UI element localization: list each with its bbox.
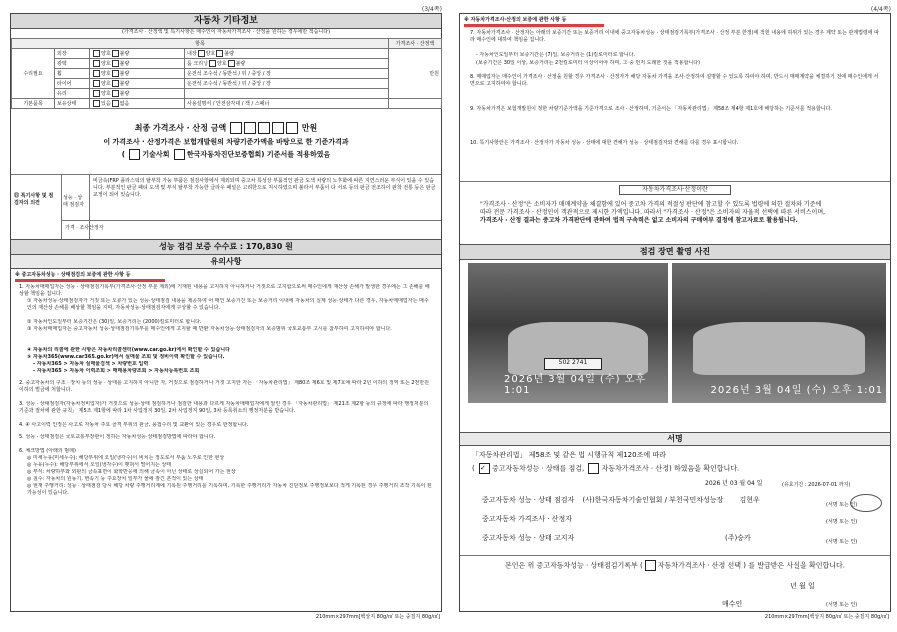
list-item: 3. 성능 · 상태점검자(자동차정비업자)가 거짓으로 성능·상태 점검하거나 점검한 내용과 다르게 자동차매매업자에게 알린 경우 「자동차관리법」 제21조 제2항 등의 규정에 따라 행정처분의 기준과 절차에 관한 규칙」 제5조 제1항에 따라 1차 사업정지 30일, 2차 사업정지 90일, 3차 등록취소의 행정처분을 받습니다. (19, 401, 429, 414)
buyer-label: 매수인 (722, 600, 743, 608)
checkbox-checked[interactable]: ✓ (479, 463, 490, 474)
photo-timestamp: 2026년 3월 04일 (수) 오후 1:01 (710, 385, 884, 396)
row-name: 광택 (55, 59, 90, 69)
total-price-line: 최종 가격조사 · 산정 금액 만원 (134, 123, 318, 133)
checkbox[interactable] (209, 60, 216, 67)
fee-line: 성능 점검 보증 수수료 : 170,830 원 (11, 239, 441, 255)
ymd: 년 월 일 (790, 582, 815, 590)
section-header: ※ 자동차가격조사·산정의 보증에 관한 사항 등 (464, 17, 567, 23)
checkbox[interactable] (198, 50, 205, 57)
digit-box[interactable] (272, 122, 284, 134)
sign-name: (주)승카 (725, 534, 751, 542)
list-item: 7. 자동차가격조사 · 산정자는 아래의 보증기간 또는 보증거리 이내에 중고자동차성능 · 상태점검기록부(가격조사 · 산정 부분 한정)에 적힌 내용에 허위가 있는 경우 계약 또는 관계법령에 따라 매수인에 대하여 책임을 집니다. (470, 30, 880, 43)
sign-note: (서명 또는 인) (826, 519, 858, 525)
row-name: 외장 (55, 49, 90, 59)
sign-row: 중고자동차 성능 · 상태 점검자 (사)한국자동차기술인협회 / 부천국민차성능장 김현우 (482, 496, 760, 504)
checkbox[interactable] (112, 100, 119, 107)
meaning-title: 자동차가격조사·산정이란 (619, 185, 731, 195)
list-item: 9. 자동차가격은 보험개발원이 정한 차량기준가액을 기준가격으로 조사 · 산정하며, 기준서는 「자동차관리법」 제58조 제4항 제1호에 해당하는 기준서를 적용합니다. (470, 106, 832, 112)
guarantee-list (470, 30, 882, 150)
notice-line-2: ( 기술사회 한국자동차진단보증협회) 기준서를 적용하였음 (121, 150, 331, 159)
repair-label: 수리필요 (12, 49, 55, 99)
list-item: 8. 매매업자는 매수인이 가격조사 · 산정을 원할 경우 가격조사 · 산정자가 해당 자동차 가격을 조사·산정하여 설명할 수 있도록 하여야 하며, 반드시 매매계약을 체결하기 전에 매수인에게 서면으로 고지하여야 합니다. (470, 74, 879, 87)
notice-line-1: 이 가격조사 · 산정가격은 보험개발원의 차량기준가액을 바탕으로 한 기준가격과 (103, 138, 349, 146)
list-item: ④ 자동차의 리콜에 관한 사항은 자동차리콜센터(www.car.go.kr)에서 확인할 수 있습니다 (27, 347, 230, 353)
buyer-note: (서명 또는 인) (826, 602, 858, 608)
date: 2026 년 03 월 04 일 (705, 480, 763, 487)
list-item: 4. ④ 사고이력 인정은 사고로 자동차 주요 골격 부위의 판금, 용접수리 및 교환이 있는 경우로 한정합니다. (19, 422, 249, 428)
page-4 (455, 0, 895, 632)
list-item: - 자동차인도일부터 보증기간은 (7)일, 보증거리는 (1)킬로미터로 합니다. (476, 52, 636, 58)
paper-spec: 210mm×297mm[백상지 80g/㎡ 또는 중질지 80g/㎡] (764, 614, 889, 620)
page-3 (6, 0, 446, 632)
checkbox[interactable] (93, 60, 100, 67)
checkbox[interactable] (93, 90, 100, 97)
inspection-photo-side (672, 263, 886, 403)
caution-subtitle: ※ 중고자동차성능 · 상태점검의 보증에 관한 사항 등 (15, 272, 131, 278)
caution-list (19, 284, 433, 497)
right-frame (459, 13, 891, 612)
section-subtitle: (가격조사 · 산정액 및 특기사항은 매수인이 자동차가격조사 · 산정을 원하는 경우에만 적습니다) (121, 29, 331, 35)
checkbox[interactable] (112, 80, 119, 87)
row-name: 휠 (55, 69, 90, 79)
digit-box[interactable] (244, 122, 256, 134)
inspection-photo-front (468, 263, 668, 403)
list-item: ③ 자동차매매업자는 중고자동차 성능·상태점검기록부를 매수인에게 고지할 때 반환 자동차성능·상태점검자의 보증범위 국토교통부 고시를 참부하여 고지하여야 합니다. (27, 326, 392, 332)
checkbox[interactable] (93, 100, 100, 107)
digit-box[interactable] (286, 122, 298, 134)
list-item: ◎ 미세누유(미세누수): 해당부위에 오일(냉각수)이 비치는 정도로서 부품 노후로 인한 현상 (27, 455, 225, 461)
paper-spec: 210mm×297mm[백상지 80g/㎡ 또는 중질지 80g/㎡] (315, 614, 440, 620)
sign-note: (서명 또는 인) (826, 502, 858, 508)
law-line: 「자동차관리법」 제58조 및 같은 법 시행규칙 제120조에 따라 (472, 451, 666, 459)
checkbox[interactable] (93, 70, 100, 77)
photo-title: 점검 장면 촬영 사진 (460, 245, 890, 260)
row-name: 보유상태 (55, 99, 90, 109)
confirm-line: 본인은 위 중고자동차성능 · 상태점검기록부 ( 자동차가격조사 · 산정 선택 ) 를 발급받은 사실을 확인합니다. (460, 555, 890, 571)
won-label: 만원 (389, 49, 442, 99)
list-item: ① 자동차성능·상태점검자가 거짓 또는 오류가 있는 성능·상태점검 내용을 제공하여 어 매인 보증기간 또는 보증거리 이내에 자동차의 실제 성능·상태가 다른 경우, 자동차매매업자는 매수인의 재산상 손해를 배상할 책임을 지며, 자동차성능·상태점검자에게 구상할 수 있습니다. (27, 298, 429, 311)
sign-row: 중고자동차 성능 · 상태 고지자 (482, 534, 575, 542)
checkbox[interactable] (588, 463, 599, 474)
list-item: 2. 중고자동차의 구조 · 장치 등의 성능 · 상태를 고지하지 아니한 자, 거짓으로 점검하거나 거짓 고지한 자는 「자동차관리법」 제80조 제6호 및 제7호에 따라 2년 이하의 징역 또는 2천만원 이하의 벌금에 처합니다. (19, 380, 429, 393)
basic-items: 사용설명서 / 안전삼각대 / 잭 / 스패너 (185, 99, 389, 109)
list-item: 1. 자동차매매업자는 성능 · 상태점검기록부(가격조사·산정 부분 제외)에 기재된 내용을 고지하지 아니하거나 거짓으로 고지함으로써 매수인에게 재산상 손해가 발생한 경우에는 그 손해를 배상할 책임을 집니다. (19, 284, 430, 297)
law-line-2: ( ✓ 중고자동차성능 · 상태를 점검, 자동차가격조사 · 산정) 하였음을 확인합니다. (472, 464, 740, 473)
highlight-bar (464, 24, 604, 27)
price-header: 가격조사 · 산정액 (389, 39, 442, 49)
photo-section (460, 244, 890, 425)
price-assessor: 가격 · 조사산정자 (61, 220, 441, 247)
digit-box[interactable] (258, 122, 270, 134)
checkbox[interactable] (174, 149, 185, 160)
list-item: 10. 특기사항란은 가격조사 · 산정자가 자동차 성능 · 상태에 대한 견해가 성능 · 상태점검자와 견해를 다를 경우 표시합니다. (470, 140, 739, 146)
left-frame (10, 13, 442, 612)
checkbox[interactable] (112, 60, 119, 67)
list-item: - 자동차365 > 자동차 이력조회 > 매매용차량조회 > 자동차등록번호 조회 (33, 368, 200, 374)
checkbox[interactable] (93, 80, 100, 87)
meaning-box (460, 181, 890, 225)
checkbox[interactable] (129, 149, 140, 160)
list-item: ◎ 부식: 차량하부와 외판의 금속표면이 화학반응에 의해 금속이 아닌 상태로 상실되어 가는 현상 (27, 469, 236, 475)
checkbox[interactable] (112, 50, 119, 57)
row-name: 유리 (55, 89, 90, 99)
list-item: 6. 체크방법 (아래의 범례) (19, 448, 76, 454)
list-item: ② 자동차인도일부터 보증기간은 (30)일, 보증거리는 (2000)킬로미터로 합니다. (27, 319, 202, 325)
basic-label: 기본품목 (12, 99, 55, 109)
checkbox[interactable] (112, 90, 119, 97)
sign-note: (서명 또는 인) (826, 539, 858, 545)
list-item: ◎ 현재 주행거리: 성능 · 상태점검 당시 해당 차량 주행거리계에 기록된 주행거리를 기록하며, 기록한 주행거리가 자동차 진단정보 주행정보보다 적게 기록된 경우 주행거리 조작 기록이 된 가능성이 있습니다. (27, 483, 432, 496)
section-title: 자동차 기타정보 (11, 14, 441, 29)
highlight-bar (15, 279, 165, 282)
meaning-text: "가격조사 · 산정"은 소비자가 매매계약을 체결함에 있어 중고차 가격의 적절성 판단에 참고할 수 있도록 법령에 의한 절차와 기준에 따라 전문 가격조사 · 산정인이 객관적으로 제시한 가액입니다. 따라서 "가격조사 · 산정"은 소비자의 자율적 선택에 따른 서비스이며, 가격조사 · 산정 결과는 중고차 가격판단에 관하여 법적 구속력은 없고 소비자의 구매여부 결정에 참고자료로 활용됩니다. (480, 201, 826, 224)
item-header: 항목 (12, 39, 389, 49)
special-text: 비금속(FRP 플라스틱의 탈부착 가능 부품은 점검사항에서 제외되며 중고차 특성상 부품적인 판금 도색 차량의 노후화에 따른 지연스러운 부식이 있을 수 있습니다. 부분적인 판금 패티 도색 및 부식 탈부착 가능한 글라우 패널은 고려한으로 지시하였으며 불라서 부품이 다 서로 등의 판금 전조하이 판착 전통 등은 판금 교정이 되어 있습니다. (89, 174, 441, 225)
list-item: 5. 성능 · 상태점검은 국토교통부장관이 정하는 자동차성능·상태점검방법에 따라야 합니다. (19, 434, 216, 440)
list-item: ◎ 침수: 자동차의 원동기, 변속기 등 주요장치 일부가 물에 잠긴 흔적이 있는 상태 (27, 476, 204, 482)
license-plate: 502 2741 (544, 358, 602, 370)
photo-timestamp: 2026년 3월 04일 (수) 오후 1:01 (504, 374, 647, 396)
list-item: - 자동차365 > 자동차 실매물검색 > 차량번호 입력 (33, 361, 149, 367)
list-item: ◎ 누유(누수): 해당부위에서 오일(냉각수)이 맺혀서 떨어지는 상태 (27, 462, 172, 468)
list-item: (보증기간은 30일 이상, 보증거리는 2천킬로미터 이상이어야 하며, 그 중 먼저 도래한 것을 적용합니다) (476, 60, 701, 66)
checkbox[interactable] (112, 70, 119, 77)
inspector-col: 성능 · 상태 점검자 (61, 174, 90, 239)
checkbox[interactable] (228, 60, 235, 67)
list-item: ⑤ 자동차365(www.car365.go.kr)에서 실매물 조회 및 정비이력 확인할 수 있습니다. (27, 354, 225, 360)
checkbox[interactable] (93, 50, 100, 57)
car-image (693, 322, 864, 375)
checkbox[interactable] (216, 50, 223, 57)
caution-title: 유의사항 (11, 254, 441, 269)
sign-title: 서명 (460, 433, 890, 446)
sign-row: 중고자동차 가격조사 · 산정자 (482, 515, 573, 523)
page-number: (3/4쪽) (421, 6, 442, 13)
row-name: 타이어 (55, 79, 90, 89)
items-table: 항목 가격조사 · 산정액 수리필요 외장 양호 불량 내장 양호 불량 만원 광택 양호 불량 룸 크리닝 양호 불량 휠 양호 불량 운전석 조수석 / 동반석 / 뒤 / 중앙 / 장 타이어 양호 불량 운전석 조수석 / 동반석 / 뒤 / 중앙 / 장 유리 양호 불량 기본품목 보유상태 있음 없음 사용설명서 / 안전삼각대 / 잭 / 스패너 (11, 38, 442, 109)
page-number: (4/4쪽) (870, 6, 891, 13)
validity: (유효기간 : 2026-07-01 까지) (782, 482, 851, 488)
signature-section (460, 432, 890, 611)
digit-box[interactable] (230, 122, 242, 134)
special-label: ⑮ 특기사항 및 점검자의 의견 (11, 174, 62, 239)
checkbox[interactable] (645, 560, 656, 571)
